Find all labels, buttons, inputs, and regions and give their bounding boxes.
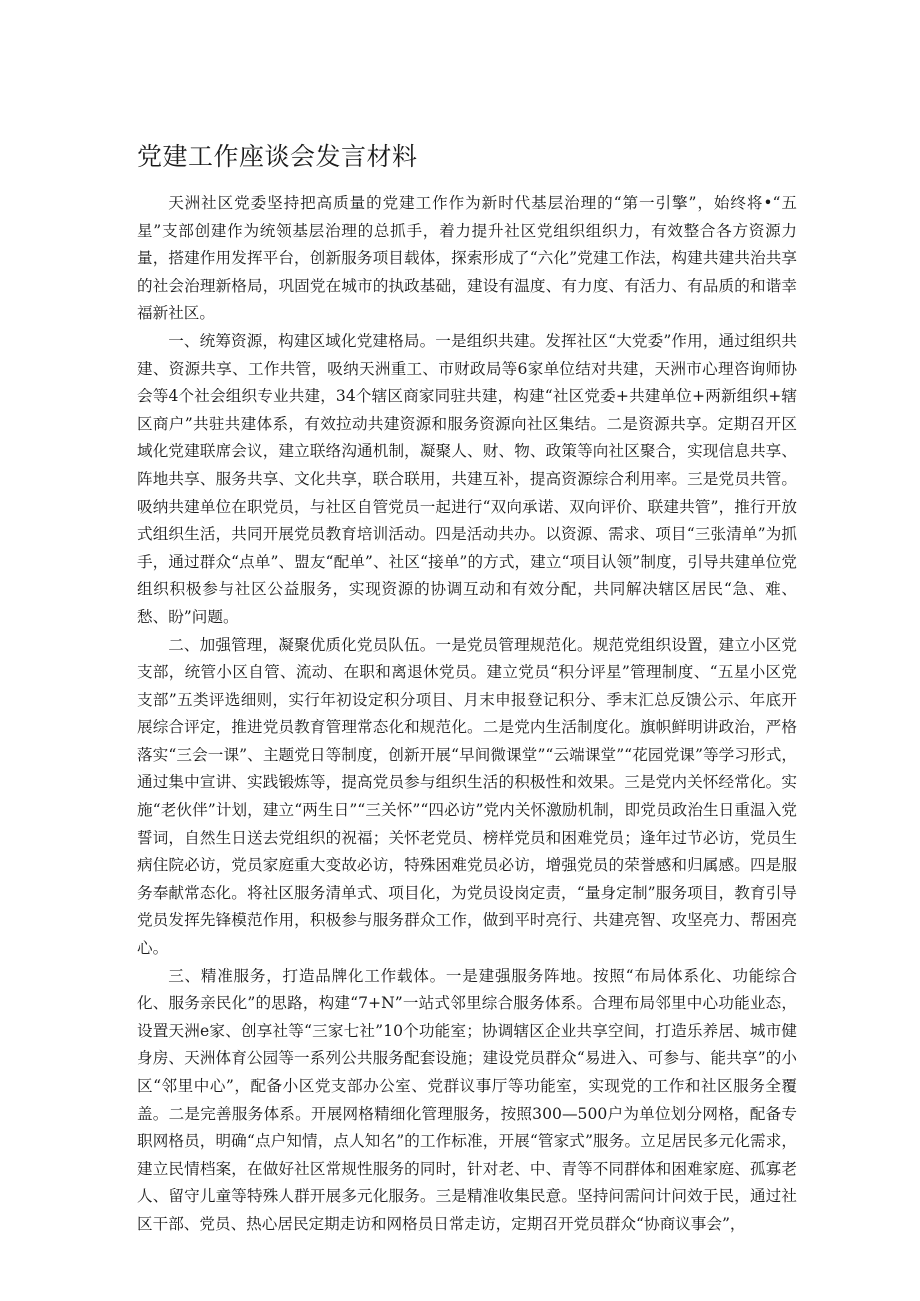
paragraph-section-1: 一、统筹资源，构建区域化党建格局。一是组织共建。发挥社区“大党委”作用，通过组织共建、资源共享、工作共管，吸纳天洲重工、市财政局等6家单位结对共建，天洲市心理咨询师协会等4个社会组织专业共建，34个辖区商家同驻共建，构建“社区党委+共建单位+两新组织+辖区商户”共驻共建体系，有效拉动共建资源和服务资源向社区集结。二是资源共享。定期召开区域化党建联席会议，建立联络沟通机制，凝聚人、财、物、政策等向社区聚合，实现信息共享、阵地共享、服务共享、文化共享，联合联用，共建互补，提高资源综合利用率。三是党员共管。吸纳共建单位在职党员，与社区自管党员一起进行“双向承诺、双向评价、联建共管”，推行开放式组织生活，共同开展党员教育培训活动。四是活动共办。以资源、需求、项目“三张清单”为抓手，通过群众“点单”、盟友“配单”、社区“接单”的方式，建立“项目认领”制度，引导共建单位党组织积极参与社区公益服务，实现资源的协调互动和有效分配，共同解决辖区居民“急、难、愁、盼”问题。 <box>137 331 797 626</box>
document-title: 党建工作座谈会发言材料 <box>137 142 418 171</box>
paragraph-section-3: 三、精准服务，打造品牌化工作载体。一是建强服务阵地。按照“布局体系化、功能综合化、服务亲民化”的思路，构建“7+N”一站式邻里综合服务体系。合理布局邻里中心功能业态，设置天洲e家、创享社等“三家七社”10个功能室；协调辖区企业共享空间，打造乐养居、城市健身房、天洲体育公园等一系列公共服务配套设施；建设党员群众“易进入、可参与、能共享”的小区“邻里中心”，配备小区党支部办公室、党群议事厅等功能室，实现党的工作和社区服务全覆盖。二是完善服务体系。开展网格精细化管理服务，按照300—500户为单位划分网格，配备专职网格员，明确“点户知情，点人知名”的工作标准，开展“管家式”服务。立足居民多元化需求，建立民情档案，在做好社区常规性服务的同时，针对老、中、青等不同群体和困难家庭、孤寡老人、留守儿童等特殊人群开展多元化服务。三是精准收集民意。坚持问需问计问效于民，通过社区干部、党员、热心居民定期走访和网格员日常走访，定期召开党员群众“协商议事会”， <box>137 966 797 1233</box>
paragraph-intro: 天洲社区党委坚持把高质量的党建工作作为新时代基层治理的“第一引擎”，始终将•“五星”支部创建作为统领基层治理的总抓手，着力提升社区党组织组织力，有效整合各方资源力量，搭建作用发挥平台，创新服务项目载体，探索形成了“六化”党建工作法，构建共建共治共享的社会治理新格局，巩固党在城市的执政基础，建设有温度、有力度、有活力、有品质的和谐幸福新社区。 <box>137 194 797 323</box>
document-body <box>137 190 797 1239</box>
paragraph-section-2: 二、加强管理，凝聚优质化党员队伍。一是党员管理规范化。规范党组织设置，建立小区党支部，统管小区自管、流动、在职和离退休党员。建立党员“积分评星”管理制度、“五星小区党支部”五类评选细则，实行年初设定积分项目、月末申报登记积分、季末汇总反馈公示、年底开展综合评定，推进党员教育管理常态化和规范化。二是党内生活制度化。旗帜鲜明讲政治，严格落实“三会一课”、主题党日等制度，创新开展“早间微课堂”“云端课堂”“花园党课”等学习形式，通过集中宣讲、实践锻炼等，提高党员参与组织生活的积极性和效果。三是党内关怀经常化。实施“老伙伴”计划，建立“两生日”“三关怀”“四必访”党内关怀激励机制，即党员政治生日重温入党誓词，自然生日送去党组织的祝福；关怀老党员、榜样党员和困难党员；逢年过节必访，党员生病住院必访，党员家庭重大变故必访，特殊困难党员必访，增强党员的荣誉感和归属感。四是服务奉献常态化。将社区服务清单式、项目化，为党员设岗定责，“量身定制”服务项目，教育引导党员发挥先锋模范作用，积极参与服务群众工作，做到平时亮行、共建亮智、攻坚亮力、帮困亮心。 <box>137 635 797 958</box>
